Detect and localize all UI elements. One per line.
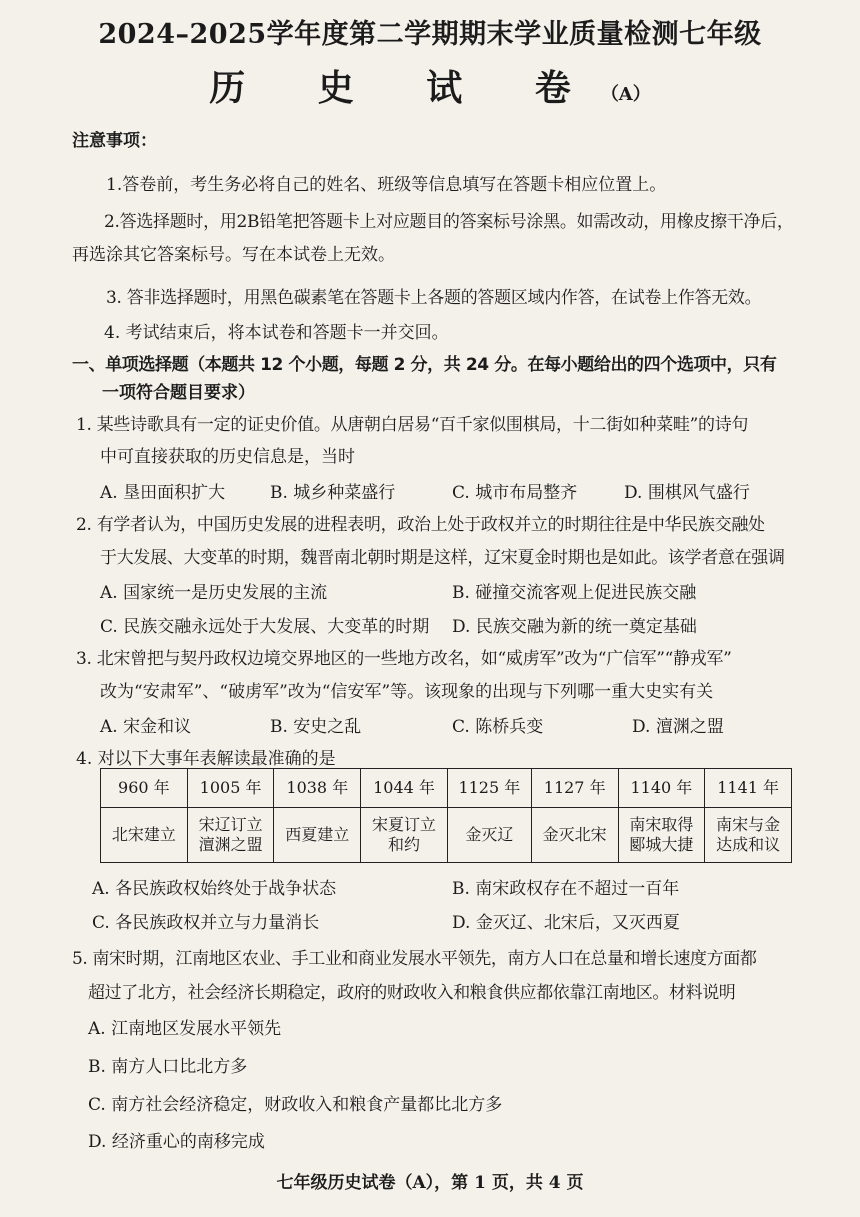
events-timeline-table (100, 768, 792, 863)
event-cell (101, 808, 188, 863)
section-heading: 一、单项选择题（本题共 12 个小题，每题 2 分，共 24 分。在每小题给出的四个选项中，只有 (72, 355, 777, 375)
notice-item: 再选涂其它答案标号。写在本试卷上无效。 (72, 245, 395, 265)
notice-item: 3. 答非选择题时，用黑色碳素笔在答题卡上各题的答题区域内作答，在试卷上作答无效。 (106, 288, 762, 308)
event-cell (187, 808, 274, 863)
event-line: 西夏建立 (285, 825, 350, 844)
event-line: 和约 (388, 835, 421, 854)
event-line: 金灭辽 (465, 825, 514, 844)
notice-item: 1.答卷前，考生务必将自己的姓名、班级等信息填写在答题卡相应位置上。 (106, 175, 667, 195)
year-cell: 1141 年 (705, 769, 792, 808)
event-cell (531, 808, 618, 863)
question-2-option-a: A. 国家统一是历史发展的主流 (100, 583, 328, 603)
year-cell: 1125 年 (447, 769, 531, 808)
question-1-text: 1. 某些诗歌具有一定的证史价值。从唐朝白居易“百千家似围棋局，十二街如种菜畦”的诗句 (76, 415, 749, 435)
event-line: 北宋建立 (111, 825, 176, 844)
exam-title: 2024–2025学年度第二学期期末学业质量检测七年级 (98, 19, 762, 50)
table-row (101, 808, 792, 863)
event-line: 南宋与金 (716, 815, 781, 834)
notice-item: 2.答选择题时，用2B铅笔把答题卡上对应题目的答案标号涂黑。如需改动，用橡皮擦干净后， (104, 212, 794, 232)
event-cell (361, 808, 448, 863)
year-cell: 1005 年 (187, 769, 274, 808)
year-cell: 1127 年 (531, 769, 618, 808)
table-row (101, 769, 792, 808)
year-cell: 1044 年 (361, 769, 448, 808)
question-5-option-c: C. 南方社会经济稳定，财政收入和粮食产量都比北方多 (88, 1095, 503, 1115)
question-1-option-a: A. 垦田面积扩大 (100, 483, 226, 503)
question-1-text-cont: 中可直接获取的历史信息是，当时 (100, 447, 355, 467)
question-1-option-d: D. 围棋风气盛行 (624, 483, 750, 503)
question-2-option-b: B. 碰撞交流客观上促进民族交融 (452, 583, 697, 603)
question-2-text-cont: 于大发展、大变革的时期，魏晋南北朝时期是这样，辽宋夏金时期也是如此。该学者意在强调 (100, 548, 785, 568)
subject-title (0, 60, 860, 111)
notice-item: 4. 考试结束后，将本试卷和答题卡一并交回。 (104, 323, 449, 343)
event-cell (274, 808, 361, 863)
question-3-option-c: C. 陈桥兵变 (452, 717, 544, 737)
event-line: 宋辽订立 (198, 815, 263, 834)
event-line: 郾城大捷 (629, 835, 694, 854)
question-2-text: 2. 有学者认为，中国历史发展的进程表明，政治上处于政权并立的时期往往是中华民族交融处 (76, 515, 765, 535)
question-2-option-d: D. 民族交融为新的统一奠定基础 (452, 617, 697, 637)
question-3-option-d: D. 澶渊之盟 (632, 717, 724, 737)
year-cell: 960 年 (101, 769, 188, 808)
event-line: 宋夏订立 (372, 815, 437, 834)
notice-heading: 注意事项： (72, 131, 157, 151)
question-4-text: 4. 对以下大事年表解读最准确的是 (76, 749, 336, 769)
question-5-option-a: A. 江南地区发展水平领先 (88, 1019, 282, 1039)
section-heading-cont: 一项符合题目要求） (102, 383, 255, 403)
question-3-option-b: B. 安史之乱 (270, 717, 362, 737)
event-line: 澶渊之盟 (198, 835, 263, 854)
event-line: 南宋取得 (629, 815, 694, 834)
question-3-option-a: A. 宋金和议 (100, 717, 192, 737)
question-3-text-cont: 改为“安肃军”、“破虏军”改为“信安军”等。该现象的出现与下列哪一重大史实有关 (100, 682, 714, 702)
event-cell (618, 808, 705, 863)
question-2-option-c: C. 民族交融永远处于大发展、大变革的时期 (100, 617, 430, 637)
question-1-option-c: C. 城市布局整齐 (452, 483, 578, 503)
event-line: 金灭北宋 (542, 825, 607, 844)
subject-name: 历 史 试 卷 (209, 67, 601, 109)
question-1-option-b: B. 城乡种菜盛行 (270, 483, 396, 503)
question-5-text: 5. 南宋时期，江南地区农业、手工业和商业发展水平领先，南方人口在总量和增长速度方面都 (72, 949, 757, 969)
question-5-option-d: D. 经济重心的南移完成 (88, 1132, 265, 1152)
event-cell (705, 808, 792, 863)
question-4-option-c: C. 各民族政权并立与力量消长 (92, 913, 320, 933)
subject-tag: （A） (600, 84, 651, 105)
year-cell: 1140 年 (618, 769, 705, 808)
question-5-text-cont: 超过了北方，社会经济长期稳定，政府的财政收入和粮食供应都依靠江南地区。材料说明 (88, 983, 736, 1003)
year-cell: 1038 年 (274, 769, 361, 808)
event-line: 达成和议 (716, 835, 781, 854)
event-cell (447, 808, 531, 863)
question-5-option-b: B. 南方人口比北方多 (88, 1057, 248, 1077)
question-3-text: 3. 北宋曾把与契丹政权边境交界地区的一些地方改名，如“威虏军”改为“广信军”“静戎军” (76, 649, 732, 669)
question-4-option-a: A. 各民族政权始终处于战争状态 (92, 879, 337, 899)
page-footer: 七年级历史试卷（A），第 1 页，共 4 页 (276, 1173, 584, 1193)
question-4-option-d: D. 金灭辽、北宋后，又灭西夏 (452, 913, 680, 933)
question-4-option-b: B. 南宋政权存在不超过一百年 (452, 879, 680, 899)
